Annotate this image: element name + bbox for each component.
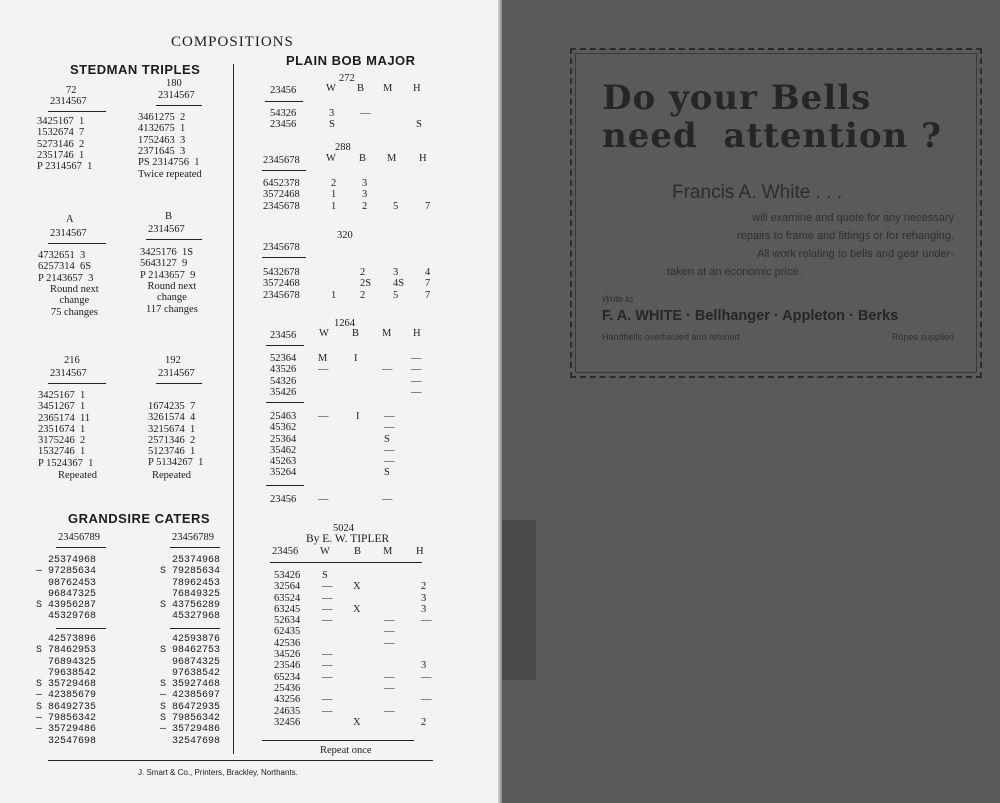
stedman-c-rounds: 2314567: [50, 228, 87, 239]
stedman-e-rounds: 2314567: [50, 368, 87, 379]
stedman-c-note: Round next change 75 changes: [50, 284, 99, 318]
pb-col-h: H: [413, 328, 421, 339]
grandsire-b-rows-1: 25374968 S 79285634 78962453 76849325 S 43756289 45327968: [160, 555, 221, 623]
pb-col-h: H: [416, 546, 424, 557]
pb-1264-rows-1: 52364 43526 54326 35426: [270, 353, 297, 398]
pb-1264-m-1: —: [382, 364, 393, 376]
pb-col-w: W: [326, 153, 336, 164]
pb-288-length: 288: [335, 142, 351, 153]
pb-288-b: 3 3 2: [362, 178, 368, 212]
plain-bob-title: PLAIN BOB MAJOR: [286, 53, 416, 68]
pb-272-h: S: [416, 119, 422, 131]
pb-288-head: 2345678: [263, 155, 300, 166]
pb-1264-rows-2: 25463 45362 25364 35462 45263 35264: [270, 411, 297, 479]
rule: [270, 562, 422, 563]
rule: [156, 383, 202, 384]
rule: [56, 628, 106, 629]
pb-5024-h: 2 3 3 — 3 — — 2: [421, 581, 432, 728]
column-divider: [233, 64, 234, 754]
pb-272-head: 23456: [270, 85, 297, 96]
grandsire-a-rounds: 23456789: [58, 532, 100, 543]
pb-288-rows: 6452378 3572468 2345678: [263, 178, 300, 212]
ad-title-line-1: Do your Bells: [602, 78, 872, 118]
ad-name: Francis A. White . . .: [672, 182, 842, 203]
stedman-b-rounds: 2314567: [158, 90, 195, 101]
rule: [170, 628, 220, 629]
pb-320-h: 4 7 7: [425, 267, 431, 301]
rule: [48, 243, 106, 244]
pb-1264-m-3: —: [382, 494, 393, 505]
stedman-d-rows: 3425176 1S 5643127 9 P 2143657 9: [140, 247, 196, 281]
pb-1264-m-2: — — S — — S: [384, 411, 395, 479]
stedman-c-length: A: [66, 214, 74, 225]
pb-col-w: W: [326, 83, 336, 94]
rule: [262, 740, 414, 741]
grandsire-b-rows-2: 42593876 S 98462753 96874325 97638542 S 35927468 — 42385697 S 86472935 S 79856342 — 35729486 32547698: [160, 634, 221, 747]
pb-272-w: 3 S: [329, 108, 335, 131]
rule: [156, 105, 202, 106]
pb-272-b: —: [360, 108, 371, 119]
rule: [56, 547, 106, 548]
grandsire-a-rows-2: 42573896 S 78462953 76894325 79638542 S 35729468 — 42385679 S 86492735 — 79856342 — 35729486 32547698: [36, 634, 97, 747]
pb-1264-w-2: —: [318, 411, 329, 422]
stedman-c-rows: 4732651 3 6257314 6S P 2143657 3: [38, 250, 94, 284]
stedman-a-length: 72: [66, 85, 77, 96]
rule: [265, 101, 303, 102]
footer-rule: [48, 760, 433, 761]
pb-5024-head: 23456: [272, 546, 299, 557]
stedman-b-length: 180: [166, 78, 182, 89]
pb-1264-w-3: —: [318, 494, 329, 505]
stedman-b-note: Twice repeated: [138, 169, 202, 180]
right-page: [502, 0, 1000, 803]
ad-handbells: Handbells overhauled and retuned: [602, 332, 740, 342]
cover-shadow: [502, 520, 536, 680]
pb-272-rows: 54326 23456: [270, 108, 297, 131]
stedman-a-rounds: 2314567: [50, 96, 87, 107]
pb-320-b: 2 2S 2: [360, 267, 372, 301]
ad-ropes: Ropes supplied: [891, 332, 954, 342]
pb-288-h: 7: [425, 200, 431, 212]
ad-body-line-2: repairs to frame and fittings or for rehanging.: [736, 230, 954, 242]
ad-firm: F. A. WHITE · Bellhanger · Appleton · Berks: [602, 308, 899, 324]
rule: [266, 402, 304, 403]
pb-1264-h-1: — — — —: [411, 353, 422, 398]
grandsire-title: GRANDSIRE CATERS: [68, 511, 211, 526]
rule: [48, 111, 106, 112]
ad-body-line-4: taken at an economic price.: [667, 266, 802, 278]
pb-5024-b: X X X: [353, 581, 361, 728]
rule: [266, 345, 304, 346]
stedman-d-rounds: 2314567: [148, 224, 185, 235]
printer-imprint: J. Smart & Co., Printers, Brackley, Northants.: [138, 768, 298, 777]
pb-1264-length: 1264: [334, 318, 355, 329]
pb-272-length: 272: [339, 73, 355, 84]
advertisement-box: [570, 48, 982, 378]
pb-320-w: 1: [331, 289, 337, 301]
pb-col-b: B: [352, 328, 360, 339]
pb-320-length: 320: [337, 230, 353, 241]
pb-5024-composer: By E. W. TIPLER: [306, 533, 390, 545]
stedman-d-length: B: [165, 211, 173, 222]
ad-body-line-1: will examine and quote for any necessary: [752, 212, 954, 224]
stedman-e-length: 216: [64, 355, 80, 366]
stedman-f-note: Repeated: [152, 470, 192, 481]
stedman-d-note: Round next change 117 changes: [146, 281, 198, 315]
grandsire-b-rounds: 23456789: [172, 532, 214, 543]
pb-5024-rows: 53426 32564 63524 63245 52634 62435 42536 34526 23546 65234 25436 43256 24635 32456: [274, 570, 301, 728]
pb-5024-m: — — — — — —: [384, 615, 395, 717]
pb-col-m: M: [383, 546, 393, 557]
stedman-title: STEDMAN TRIPLES: [70, 62, 201, 77]
stedman-e-note: Repeated: [58, 470, 98, 481]
pb-5024-length: 5024: [333, 523, 354, 534]
pb-5024-note: Repeat once: [320, 745, 372, 756]
page-heading: COMPOSITIONS: [171, 34, 294, 50]
pb-col-m: M: [387, 153, 397, 164]
pb-288-w: 2 1 1: [331, 178, 337, 212]
rule: [266, 485, 304, 486]
pb-288-m: 5: [393, 200, 399, 212]
ad-write-to: Write to: [602, 294, 634, 304]
pb-1264-end: 23456: [270, 494, 297, 505]
ad-body-line-3: All work relating to bells and gear under-: [757, 248, 954, 260]
stedman-f-length: 192: [165, 355, 181, 366]
pb-1264-b-1: I: [354, 353, 358, 364]
pb-5024-w: S — — — — — — — — —: [322, 570, 333, 717]
rule: [262, 257, 306, 258]
pb-320-m: 3 4S 5: [393, 267, 405, 301]
pb-col-h: H: [413, 83, 421, 94]
left-page: [0, 0, 498, 803]
pb-col-b: B: [354, 546, 362, 557]
pb-320-head: 2345678: [263, 242, 300, 253]
ad-title-line-2: need attention ?: [602, 116, 942, 156]
pb-col-m: M: [383, 83, 393, 94]
rule: [146, 239, 202, 240]
pb-col-m: M: [382, 328, 392, 339]
stedman-e-rows: 3425167 1 3451267 1 2365174 11 2351674 1 3175246 2 1532746 1 P 1524367 1: [38, 390, 94, 469]
stedman-f-rows: 1674235 7 3261574 4 3215674 1 2571346 2 5123746 1 P 5134267 1: [148, 401, 204, 469]
pb-320-rows: 5432678 3572468 2345678: [263, 267, 300, 301]
grandsire-a-rows-1: 25374968 — 97285634 98762453 96847325 S 43956287 45329768: [36, 555, 97, 623]
pb-col-w: W: [320, 546, 330, 557]
stedman-f-rounds: 2314567: [158, 368, 195, 379]
stedman-b-rows: 3461275 2 4132675 1 1752463 3 2371645 3 PS 2314756 1: [138, 112, 200, 169]
pb-1264-w-1: M —: [318, 353, 329, 376]
pb-col-w: W: [319, 328, 329, 339]
pb-col-b: B: [357, 83, 365, 94]
pb-col-h: H: [419, 153, 427, 164]
pb-col-b: B: [359, 153, 367, 164]
pb-1264-b-2: I: [356, 411, 360, 422]
rule: [48, 383, 106, 384]
rule: [262, 170, 306, 171]
pb-1264-head: 23456: [270, 330, 297, 341]
rule: [170, 547, 220, 548]
stedman-a-rows: 3425167 1 1532674 7 5273146 2 2351746 1 P 2314567 1: [37, 116, 93, 173]
